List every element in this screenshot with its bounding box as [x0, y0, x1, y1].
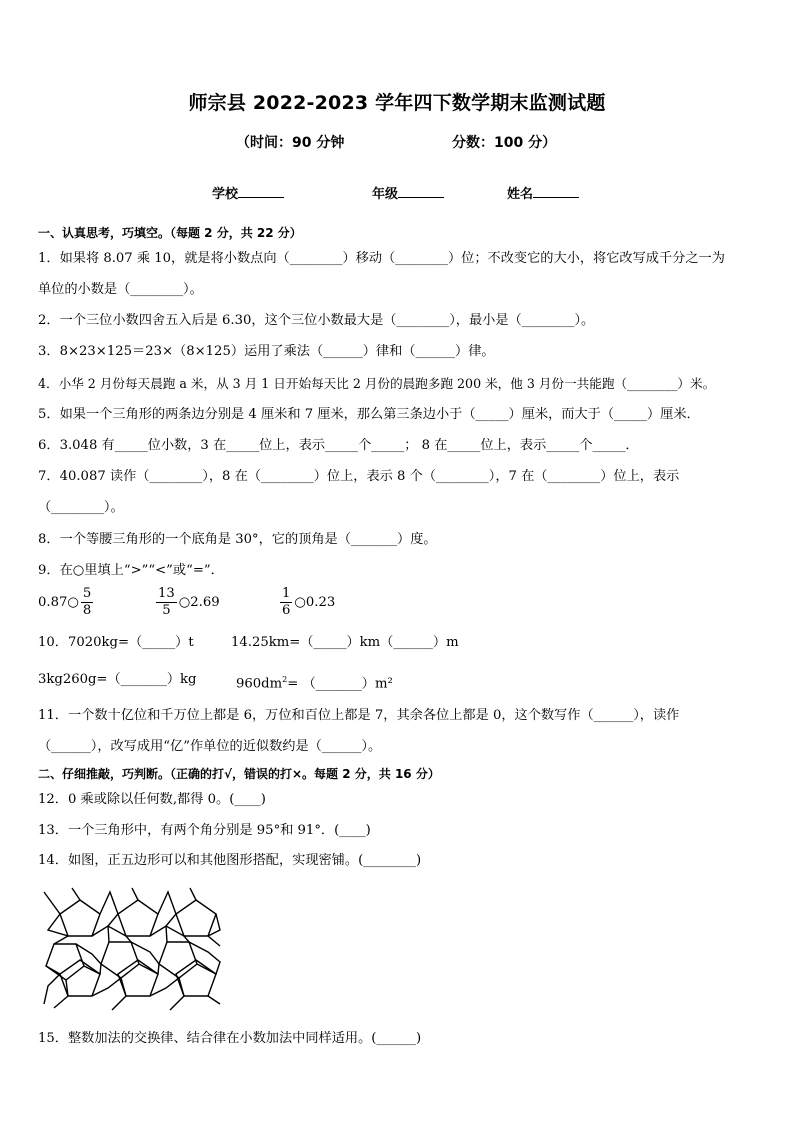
section-2-heading: 二、仔细推敲，巧判断。（正确的打√，错误的打×。每题 2 分，共 16 分） [38, 767, 440, 781]
fraction-a-denominator: 8 [82, 603, 92, 618]
compare-b-right: ○2.69 [178, 595, 220, 610]
grade-label: 年级 [372, 187, 399, 202]
compare-item-b [154, 586, 220, 619]
fraction-c [280, 586, 292, 619]
question-12: 12．0 乘或除以任何数,都得 0。(____) [38, 792, 266, 807]
question-1-line-2: 单位的小数是（________）。 [38, 282, 203, 297]
name-field [507, 183, 579, 202]
name-blank[interactable] [533, 185, 579, 198]
question-4: 4．小华 2 月份每天晨跑 a 米，从 3 月 1 日开始每天比 2 月份的晨跑多跑 200 米，他 3 月份一共能跑（________）米。 [38, 376, 716, 391]
grade-field [372, 183, 444, 202]
question-3: 3．8×23×125＝23×（8×125）运用了乘法（______）律和（______）律。 [38, 344, 495, 359]
question-13: 13．一个三角形中，有两个角分别是 95°和 91°．(____) [38, 823, 371, 838]
school-field [212, 183, 284, 202]
question-5: 5．如果一个三角形的两条边分别是 4 厘米和 7 厘米，那么第三条边小于（_____）厘米，而大于（_____）厘米． [38, 407, 700, 422]
question-7-line-1: 7．40.087 读作（________），8 在（________）位上，表示 8 个（________），7 在（________）位上，表示 [38, 469, 680, 484]
q10-area-rest: = （_______）m² [287, 676, 393, 692]
question-8: 8．一个等腰三角形的一个底角是 30°，它的顶角是（_______）度。 [38, 532, 437, 547]
question-6: 6．3.048 有_____位小数，3 在_____位上，表示_____个_____； 8 在_____位上，表示_____个_____． [38, 438, 639, 453]
tessellation-svg [42, 886, 222, 1012]
question-11-line-1: 11．一个数十亿位和千万位上都是 6，万位和百位上都是 7，其余各位上都是 0，这个数写作（______），读作 [38, 708, 680, 723]
fraction-b [156, 586, 177, 619]
page-title: 师宗县 2022-2023 学年四下数学期末监测试题 [188, 92, 606, 114]
section-1-heading: 一、认真思考，巧填空。（每题 2 分，共 22 分） [38, 226, 302, 240]
question-10-part-4 [236, 671, 393, 693]
fraction-c-denominator: 6 [282, 603, 291, 618]
compare-item-a [38, 586, 95, 619]
question-2: 2．一个三位小数四舍五入后是 6.30，这个三位小数最大是（________），最小是（________）。 [38, 313, 595, 328]
compare-item-c [278, 586, 335, 619]
fraction-a-numerator: 5 [82, 586, 92, 601]
school-label: 学校 [212, 187, 239, 202]
compare-a-left: 0.87○ [38, 595, 79, 610]
compare-c-right: ○0.23 [294, 595, 336, 610]
exam-time: （时间：90 分钟 [236, 135, 345, 151]
grade-blank[interactable] [398, 185, 444, 198]
q10-area-value: 960dm [236, 676, 283, 692]
question-11-line-2: （______），改写成用“亿”作单位的近似数约是（______）。 [38, 739, 382, 754]
q10-area-exponent: 2 [282, 675, 288, 684]
question-1-line-1: 1．如果将 8.07 乘 10，就是将小数点向（________）移动（________）位；不改变它的大小，将它改写成千分之一为 [38, 251, 725, 266]
fraction-c-numerator: 1 [282, 586, 291, 601]
question-9: 9．在○里填上“>”“<”或“=”． [38, 563, 224, 578]
question-14: 14．如图，正五边形可以和其他图形搭配，实现密铺。(________) [38, 853, 422, 868]
fraction-b-numerator: 13 [158, 586, 175, 601]
pentagon-tessellation-figure [42, 886, 222, 1012]
name-label: 姓名 [507, 187, 534, 202]
exam-score: 分数：100 分） [452, 135, 557, 151]
question-10-part-1: 10．7020kg=（_____）t [38, 635, 194, 650]
school-blank[interactable] [238, 185, 284, 198]
question-15: 15．整数加法的交换律、结合律在小数加法中同样适用。(______) [38, 1031, 422, 1046]
fraction-b-denominator: 5 [162, 603, 171, 618]
question-7-line-2: （________）。 [38, 500, 124, 515]
question-10-part-2: 14.25km=（_____）km（______）m [231, 635, 459, 650]
question-10-part-3: 3kg260g=（_______）kg [38, 672, 197, 687]
fraction-a [81, 586, 93, 619]
